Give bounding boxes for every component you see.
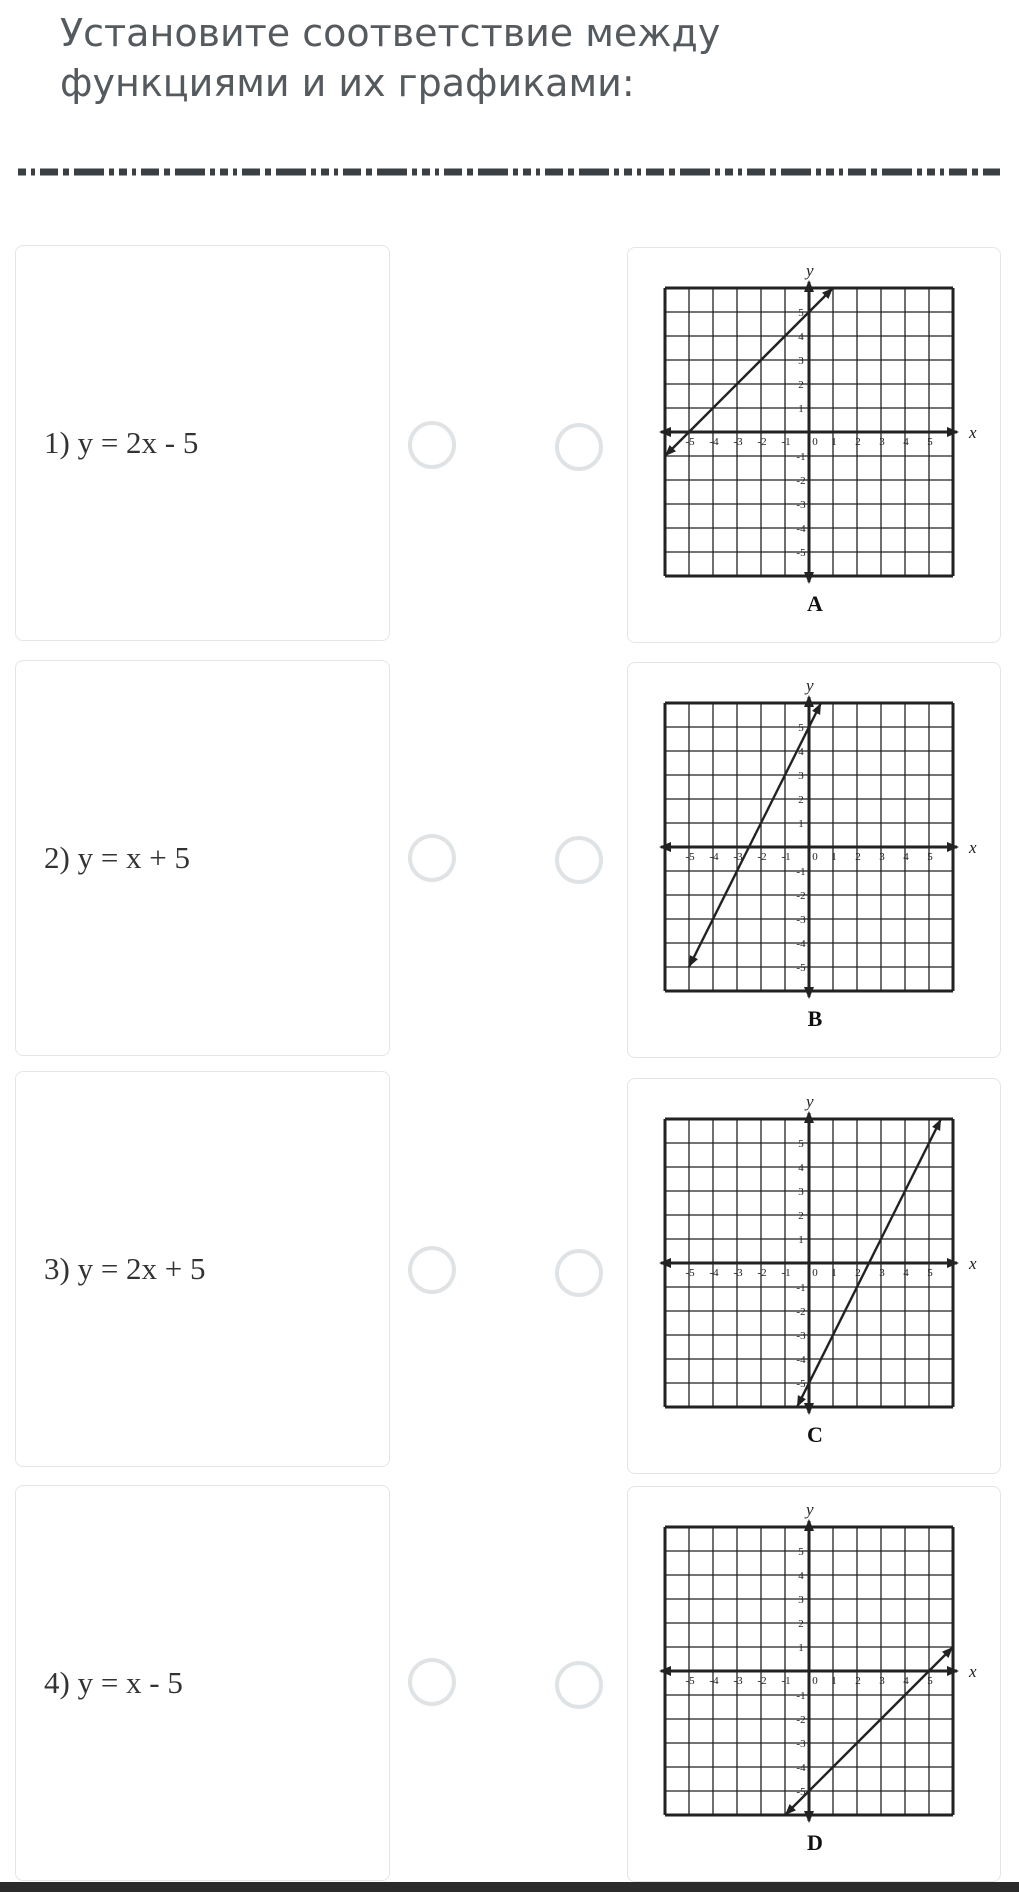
x-tick-label: -1 — [781, 1267, 791, 1279]
x-tick-label: -1 — [781, 1675, 791, 1687]
y-axis-arrow — [804, 1519, 814, 1531]
graph-a — [628, 248, 1002, 644]
graph-caption: D — [807, 1830, 823, 1855]
y-tick-label: 4 — [798, 1570, 804, 1582]
x-tick-label: 1 — [831, 851, 837, 863]
y-tick-label: -5 — [796, 962, 806, 974]
x-tick-label: -2 — [757, 851, 767, 863]
y-tick-label: -4 — [796, 1354, 806, 1366]
function-card-3[interactable] — [15, 1071, 390, 1467]
x-tick-label: 3 — [879, 436, 885, 448]
y-axis-arrow — [804, 280, 814, 292]
function-card-4[interactable] — [15, 1485, 390, 1881]
origin-label: 0 — [812, 851, 818, 863]
y-axis-label: y — [806, 676, 814, 695]
y-tick-label: -4 — [796, 938, 806, 950]
graph-card-c[interactable] — [627, 1078, 1001, 1474]
right-match-radio-b[interactable] — [555, 836, 603, 884]
origin-label: 0 — [812, 1267, 818, 1279]
y-tick-label: -2 — [796, 1714, 806, 1726]
x-tick-label: -5 — [685, 1675, 695, 1687]
x-tick-label: 2 — [855, 1267, 861, 1279]
x-tick-label: 5 — [927, 1267, 933, 1279]
left-match-radio-3[interactable] — [408, 1246, 456, 1294]
x-tick-label: -4 — [709, 1675, 719, 1687]
x-tick-label: -4 — [709, 1267, 719, 1279]
y-tick-label: 5 — [798, 307, 804, 319]
y-tick-label: -3 — [796, 1738, 806, 1750]
y-tick-label: 5 — [798, 1138, 804, 1150]
origin-label: 0 — [812, 1675, 818, 1687]
right-match-radio-c[interactable] — [555, 1249, 603, 1297]
y-tick-label: -3 — [796, 1330, 806, 1342]
y-axis-arrow — [804, 1111, 814, 1123]
y-axis-arrow-down — [804, 1403, 814, 1415]
x-tick-label: 3 — [879, 1267, 885, 1279]
y-tick-label: 1 — [798, 1642, 804, 1654]
x-tick-label: 1 — [831, 1675, 837, 1687]
y-tick-label: 3 — [798, 1186, 804, 1198]
x-tick-label: -4 — [709, 851, 719, 863]
x-axis-label: x — [969, 838, 977, 857]
x-tick-label: 2 — [855, 436, 861, 448]
x-tick-label: 3 — [879, 851, 885, 863]
y-tick-label: 2 — [798, 1210, 804, 1222]
y-tick-label: 5 — [798, 722, 804, 734]
y-axis-label: y — [806, 1500, 814, 1519]
y-tick-label: -1 — [796, 1282, 806, 1294]
x-tick-label: -5 — [685, 851, 695, 863]
graph-caption: A — [807, 591, 823, 616]
x-tick-label: -3 — [733, 851, 743, 863]
graph-c — [628, 1079, 1002, 1475]
x-tick-label: 5 — [927, 851, 933, 863]
graph-b — [628, 663, 1002, 1059]
y-tick-label: -4 — [796, 523, 806, 535]
y-tick-label: -2 — [796, 475, 806, 487]
x-axis-label: x — [969, 1254, 977, 1273]
function-label: 4) y = x - 5 — [44, 1665, 183, 1700]
left-match-radio-2[interactable] — [408, 834, 456, 882]
y-axis-label: y — [806, 261, 814, 280]
y-tick-label: 1 — [798, 818, 804, 830]
y-tick-label: 4 — [798, 331, 804, 343]
x-tick-label: 2 — [855, 851, 861, 863]
y-tick-label: -1 — [796, 866, 806, 878]
x-tick-label: -4 — [709, 436, 719, 448]
y-tick-label: 2 — [798, 379, 804, 391]
y-tick-label: -3 — [796, 914, 806, 926]
x-tick-label: -5 — [685, 1267, 695, 1279]
x-tick-label: 4 — [903, 1267, 909, 1279]
dashed-divider — [18, 166, 1000, 178]
y-tick-label: 1 — [798, 1234, 804, 1246]
function-card-1[interactable] — [15, 245, 390, 641]
graph-caption: C — [807, 1422, 823, 1447]
y-tick-label: -2 — [796, 890, 806, 902]
function-line — [689, 703, 821, 967]
x-axis-label: x — [969, 1662, 977, 1681]
y-tick-label: 3 — [798, 770, 804, 782]
x-tick-label: -2 — [757, 436, 767, 448]
x-tick-label: -5 — [685, 436, 695, 448]
y-tick-label: 5 — [798, 1546, 804, 1558]
left-match-radio-1[interactable] — [408, 421, 456, 469]
y-tick-label: -2 — [796, 1306, 806, 1318]
y-tick-label: -1 — [796, 1690, 806, 1702]
x-tick-label: -2 — [757, 1675, 767, 1687]
y-tick-label: 2 — [798, 1618, 804, 1630]
x-tick-label: -1 — [781, 436, 791, 448]
bottom-bar — [0, 1882, 1019, 1892]
y-tick-label: 3 — [798, 355, 804, 367]
y-tick-label: -1 — [796, 451, 806, 463]
x-tick-label: -3 — [733, 436, 743, 448]
origin-label: 0 — [812, 436, 818, 448]
y-tick-label: 3 — [798, 1594, 804, 1606]
function-label: 2) y = x + 5 — [44, 840, 191, 875]
y-tick-label: 4 — [798, 1162, 804, 1174]
graph-card-b[interactable] — [627, 662, 1001, 1058]
y-tick-label: -5 — [796, 547, 806, 559]
x-tick-label: 4 — [903, 436, 909, 448]
x-tick-label: -2 — [757, 1267, 767, 1279]
x-tick-label: -1 — [781, 851, 791, 863]
y-tick-label: -4 — [796, 1762, 806, 1774]
x-tick-label: -3 — [733, 1675, 743, 1687]
y-tick-label: 2 — [798, 794, 804, 806]
right-match-radio-a[interactable] — [555, 423, 603, 471]
x-axis-label: x — [969, 423, 977, 442]
x-tick-label: 5 — [927, 436, 933, 448]
graph-card-a[interactable] — [627, 247, 1001, 643]
graph-card-d[interactable] — [627, 1486, 1001, 1882]
y-axis-label: y — [806, 1092, 814, 1111]
x-tick-label: 2 — [855, 1675, 861, 1687]
y-axis-arrow-down — [804, 987, 814, 999]
question-title: Установите соответствие между функциями и их графиками: — [60, 11, 721, 105]
y-axis-arrow — [804, 695, 814, 707]
y-axis-arrow-down — [804, 1811, 814, 1823]
x-tick-label: 1 — [831, 436, 837, 448]
y-tick-label: -5 — [796, 1786, 806, 1798]
function-label: 1) y = 2x - 5 — [44, 425, 199, 460]
x-tick-label: 1 — [831, 1267, 837, 1279]
function-card-2[interactable] — [15, 660, 390, 1056]
x-tick-label: 4 — [903, 851, 909, 863]
y-tick-label: -5 — [796, 1378, 806, 1390]
graph-caption: B — [807, 1006, 823, 1031]
x-tick-label: 3 — [879, 1675, 885, 1687]
x-tick-label: 5 — [927, 1675, 933, 1687]
x-tick-label: -3 — [733, 1267, 743, 1279]
y-tick-label: -3 — [796, 499, 806, 511]
right-match-radio-d[interactable] — [555, 1661, 603, 1709]
y-tick-label: 4 — [798, 746, 804, 758]
graph-d — [628, 1487, 1002, 1883]
y-tick-label: 1 — [798, 403, 804, 415]
function-label: 3) y = 2x + 5 — [44, 1251, 206, 1286]
y-axis-arrow-down — [804, 572, 814, 584]
left-match-radio-4[interactable] — [408, 1658, 456, 1706]
x-tick-label: 4 — [903, 1675, 909, 1687]
